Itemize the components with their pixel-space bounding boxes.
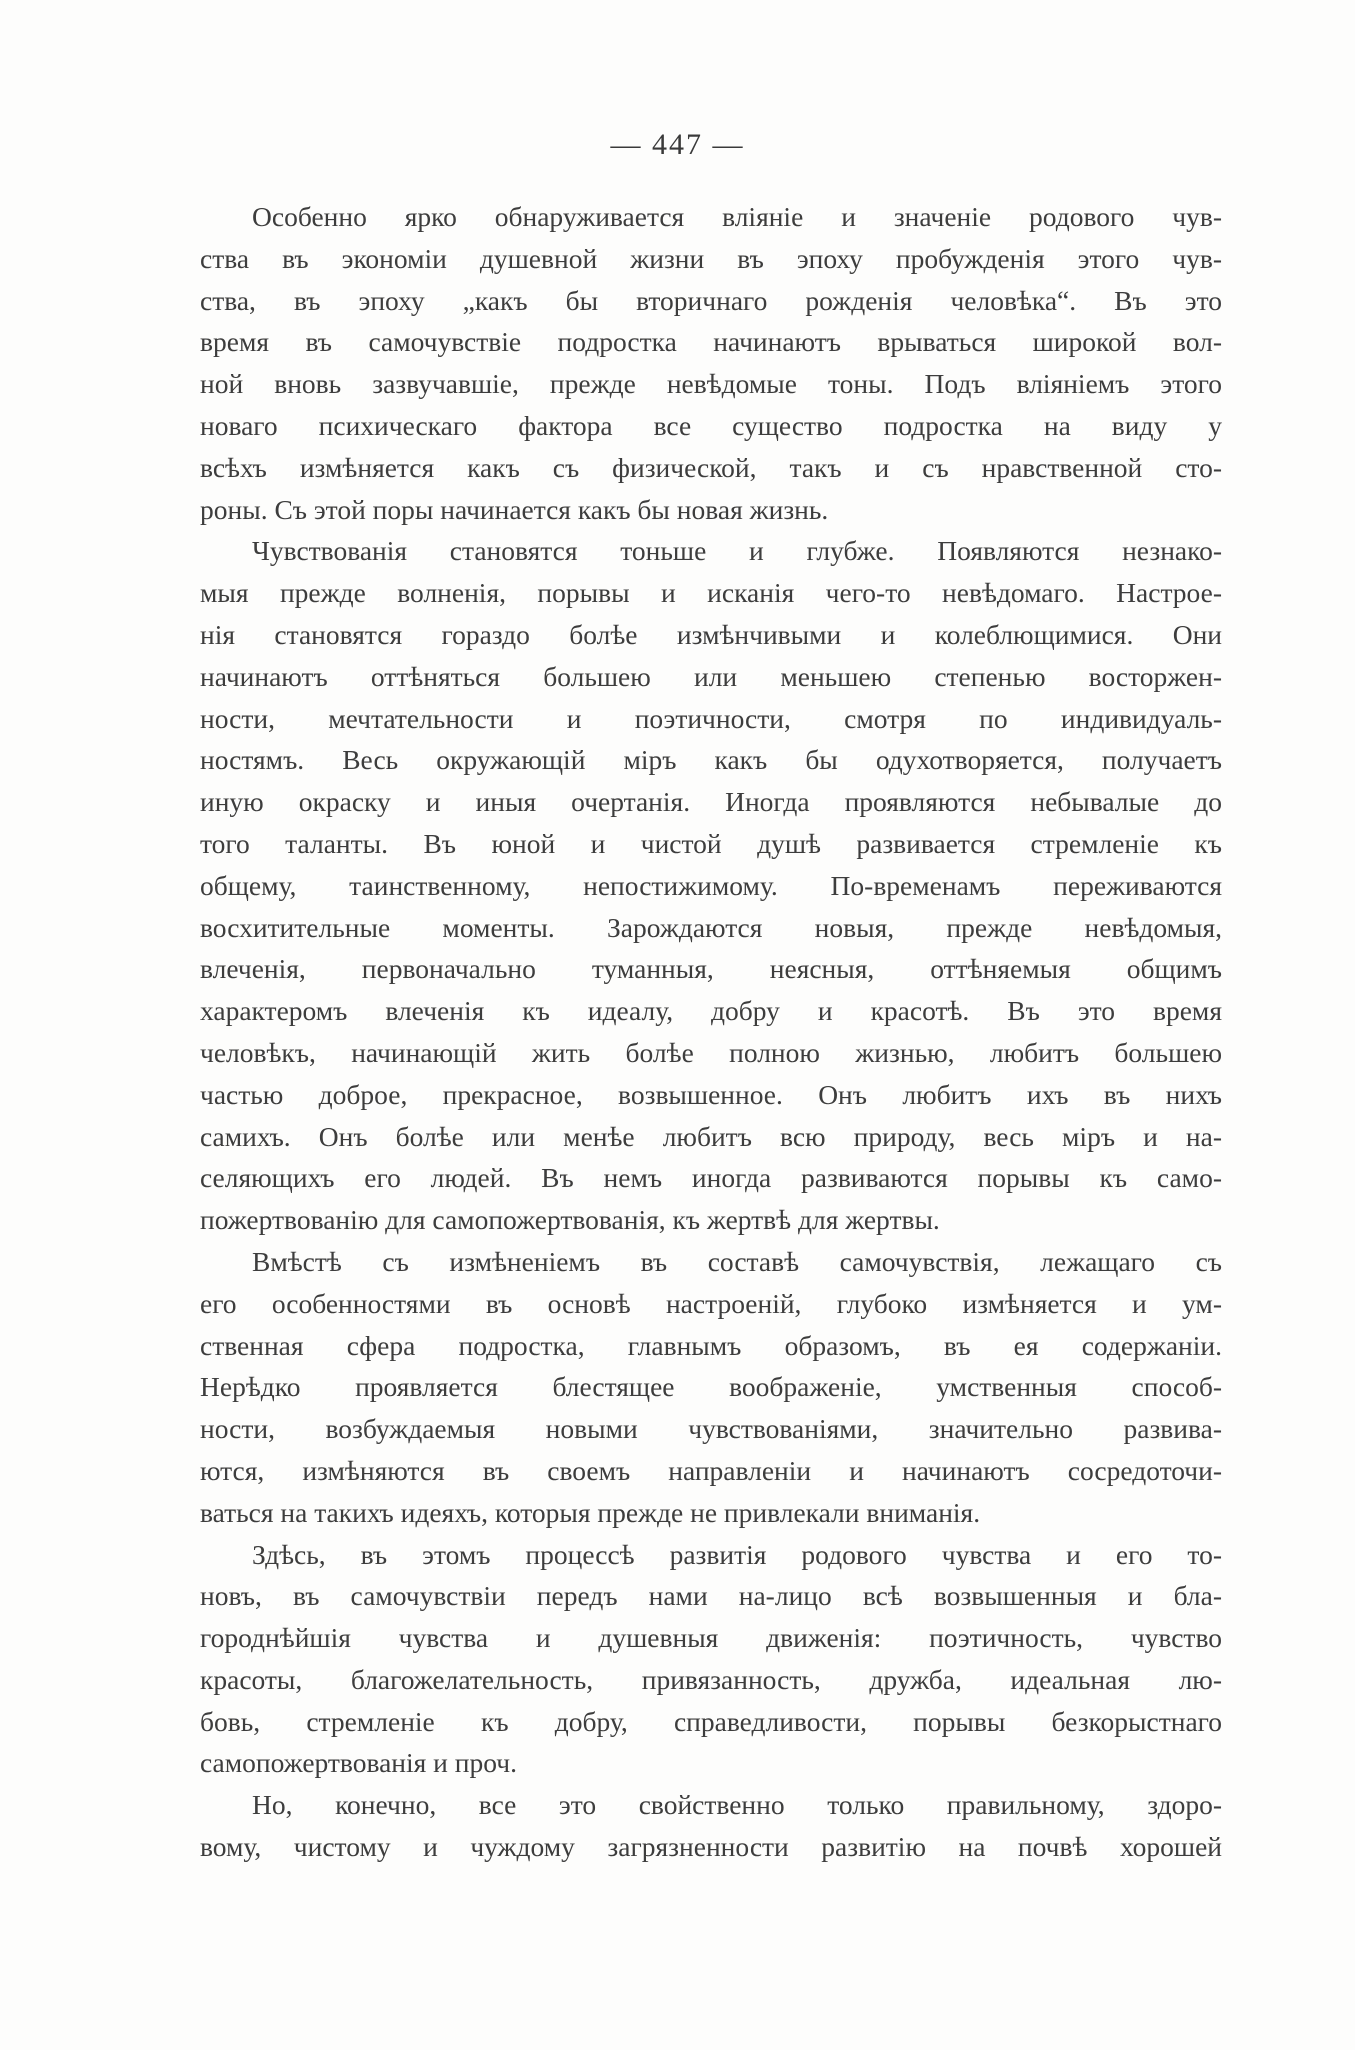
page-number: — 447 — bbox=[610, 128, 745, 161]
text-line: частью доброе, прекрасное, возвышенное. Онъ любитъ ихъ въ нихъ bbox=[200, 1078, 1222, 1110]
text-line: самихъ. Онъ болѣе или менѣе любитъ всю природу, весь міръ и на- bbox=[200, 1120, 1222, 1152]
text-line: ности, возбуждаемыя новыми чувствованіями, значительно развива- bbox=[200, 1413, 1222, 1445]
text-line: время въ самочувствіе подростка начинаютъ врываться широкой вол- bbox=[200, 326, 1222, 358]
text-line: начинаютъ оттѣняться большею или меньшею степенью восторжен- bbox=[200, 660, 1222, 692]
text-line: Здѣсь, въ этомъ процессѣ развитія родового чувства и его то- bbox=[252, 1538, 1222, 1570]
text-line: ности, мечтательности и поэтичности, смотря по индивидуаль- bbox=[200, 702, 1222, 734]
paragraph bbox=[200, 1241, 1222, 1534]
text-line: новъ, въ самочувствіи передъ нами на-лицо всѣ возвышенныя и бла- bbox=[200, 1580, 1222, 1612]
text-line: ной вновь зазвучавшіе, прежде невѣдомые тоны. Подъ вліяніемъ этого bbox=[200, 368, 1222, 400]
text-line: пожертвованію для самопожертвованія, къ жертвѣ для жертвы. bbox=[200, 1204, 940, 1236]
text-line: ственная сфера подростка, главнымъ образомъ, въ ея содержаніи. bbox=[200, 1329, 1222, 1361]
text-line: Вмѣстѣ съ измѣненіемъ въ составѣ самочувствія, лежащаго съ bbox=[252, 1245, 1222, 1277]
text-line: общему, таинственному, непостижимому. По-временамъ переживаются bbox=[200, 869, 1222, 901]
text-line: ностямъ. Весь окружающій міръ какъ бы одухотворяется, получаетъ bbox=[200, 744, 1222, 776]
text-line: влеченія, первоначально туманныя, неясныя, оттѣняемыя общимъ bbox=[200, 953, 1222, 985]
text-line: роны. Съ этой поры начинается какъ бы новая жизнь. bbox=[200, 493, 829, 525]
text-line: бовь, стремленіе къ добру, справедливости, порывы безкорыстнаго bbox=[200, 1705, 1222, 1737]
body-text bbox=[200, 196, 1222, 1868]
text-line: восхитительные моменты. Зарождаются новыя, прежде невѣдомыя, bbox=[200, 911, 1222, 943]
text-line: селяющихъ его людей. Въ немъ иногда развиваются порывы къ само- bbox=[200, 1162, 1222, 1194]
text-line: Особенно ярко обнаруживается вліяніе и значеніе родового чув- bbox=[252, 201, 1222, 232]
text-line: ства въ экономіи душевной жизни въ эпоху пробужденія этого чув- bbox=[200, 242, 1222, 274]
text-line: вому, чистому и чуждому загрязненности развитію на почвѣ хорошей bbox=[200, 1831, 1222, 1863]
text-line: Чувствованія становятся тоньше и глубже. Появляются незнако- bbox=[252, 535, 1222, 567]
paragraph bbox=[200, 1534, 1222, 1785]
paragraph bbox=[200, 530, 1222, 1241]
paragraph bbox=[200, 1784, 1222, 1868]
text-line: новаго психическаго фактора все существо подростка на виду у bbox=[200, 409, 1222, 441]
text-line: Нерѣдко проявляется блестящее воображеніе, умственныя способ- bbox=[200, 1371, 1222, 1403]
text-line: ваться на такихъ идеяхъ, которыя прежде не привлекали вниманія. bbox=[200, 1496, 981, 1528]
text-line: ются, измѣняются въ своемъ направленіи и начинаютъ сосредоточи- bbox=[200, 1454, 1222, 1486]
text-line: иную окраску и иныя очертанія. Иногда проявляются небывалые до bbox=[200, 786, 1222, 818]
text-line: красоты, благожелательность, привязанность, дружба, идеальная лю- bbox=[200, 1663, 1222, 1695]
text-line: человѣкъ, начинающій жить болѣе полною жизнью, любитъ большею bbox=[200, 1036, 1222, 1068]
text-line: характеромъ влеченія къ идеалу, добру и красотѣ. Въ это время bbox=[200, 995, 1222, 1027]
text-line: Но, конечно, все это свойственно только правильному, здоро- bbox=[252, 1789, 1222, 1821]
text-line: его особенностями въ основѣ настроеній, глубоко измѣняется и ум- bbox=[200, 1287, 1222, 1319]
text-line: того таланты. Въ юной и чистой душѣ развивается стремленіе къ bbox=[200, 827, 1222, 859]
text-line: всѣхъ измѣняется какъ съ физической, такъ и съ нравственной сто- bbox=[200, 451, 1222, 483]
text-line: городнѣйшія чувства и душевныя движенія: поэтичность, чувство bbox=[200, 1622, 1222, 1654]
text-line: самопожертвованія и проч. bbox=[200, 1747, 517, 1779]
text-line: нія становятся гораздо болѣе измѣнчивыми и колеблющимися. Они bbox=[200, 618, 1222, 650]
text-line: мыя прежде волненія, порывы и исканія чего-то невѣдомаго. Настрое- bbox=[200, 577, 1222, 609]
text-line: ства, въ эпоху „какъ бы вторичнаго рожденія человѣка“. Въ это bbox=[200, 284, 1222, 316]
paragraph bbox=[200, 196, 1222, 530]
